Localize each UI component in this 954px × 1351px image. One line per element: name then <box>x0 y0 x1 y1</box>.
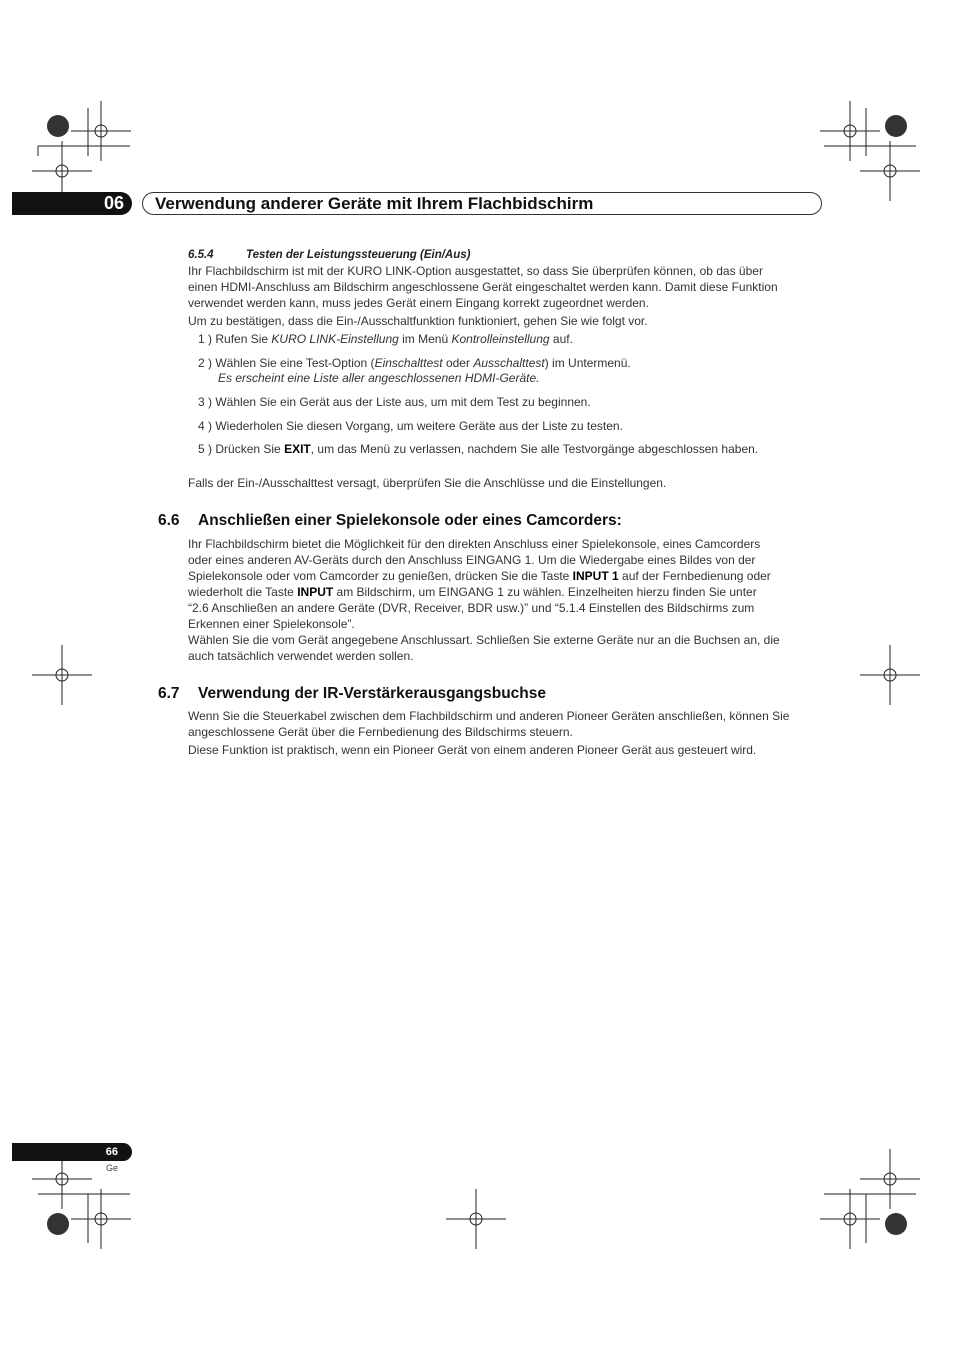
color-target-icon <box>47 1213 69 1235</box>
section-6-7-paragraph-2: Diese Funktion ist praktisch, wenn ein Pioneer Gerät von einem anderen Pioneer Gerät aus gesteuert wird. <box>188 743 757 757</box>
color-target-icon <box>885 1213 907 1235</box>
language-code: Ge <box>106 1163 119 1173</box>
step-5: 5 ) Drücken Sie EXIT, um das Menü zu verlassen, nachdem Sie alle Testvorgänge abgeschlossen haben. <box>198 442 759 456</box>
text-line: einen HDMI-Anschluss am Bildschirm angeschlossene Gerät eingeschaltet werden kann. Damit diese Funktion <box>188 280 778 294</box>
step-4: 4 ) Wiederholen Sie diesen Vorgang, um weitere Geräte aus der Liste zu testen. <box>198 419 623 433</box>
confirm-text: Um zu bestätigen, dass die Ein-/Ausschaltfunktion funktioniert, gehen Sie wie folgt vor. <box>188 314 648 328</box>
step-1: 1 ) Rufen Sie KURO LINK-Einstellung im Menü Kontrolleinstellung auf. <box>198 332 573 346</box>
step-2: 2 ) Wählen Sie eine Test-Option (Einschalttest oder Ausschalttest) im Untermenü. <box>198 356 631 370</box>
text-line: Ihr Flachbildschirm ist mit der KURO LINK-Option ausgestattet, so dass Sie überprüfen können, ob das über <box>188 264 763 278</box>
fail-text: Falls der Ein-/Ausschalttest versagt, überprüfen Sie die Anschlüsse und die Einstellungen. <box>188 476 667 490</box>
intro-paragraph <box>188 263 828 311</box>
section-6-7-paragraph: Wenn Sie die Steuerkabel zwischen dem Flachbildschirm und anderen Pioneer Geräten anschließen, können Sie angeschlossene Gerät über die Fernbedienung des Bildschirms steuern. <box>188 709 790 739</box>
text-line: verwendet werden kann, muss jedes Gerät einem Eingang korrekt zugeordnet werden. <box>188 296 649 310</box>
section-heading-6-6: 6.6 Anschließen einer Spielekonsole oder eines Camcorders: <box>158 512 622 529</box>
subsection-heading <box>188 249 471 261</box>
section-heading-6-7: 6.7 Verwendung der IR-Verstärkerausgangsbuchse <box>158 685 547 702</box>
section-6-6-paragraph: Ihr Flachbildschirm bietet die Möglichkeit für den direkten Anschluss einer Spielekonsole, eines Camcorders oder eines anderen AV-Geräts durch den Anschluss EINGANG 1. Um die Wiedergabe eines Bildes von der Spielekonsole oder vom Camcorder zu genießen, drücken Sie die Taste INPUT 1 auf der Fernbedienung oder wiederholt die Taste INPUT am Bildschirm, um EINGANG 1 zu wählen. Einzelheiten hierzu finden Sie unter “2.6 Anschließen an andere Geräte (DVR, Receiver, BDR usw.)” und “5.1.4 Einstellen des Bildschirms zum Erkennen einer Spielekonsole”. <box>188 537 771 631</box>
subsection-title: Testen der Leistungssteuerung (Ein/Aus) <box>246 249 471 261</box>
chapter-number: 06 <box>12 192 132 215</box>
page-number: 66 <box>12 1143 132 1161</box>
subsection-number: 6.5.4 <box>188 249 214 261</box>
chapter-title: Verwendung anderer Geräte mit Ihrem Flachbidschirm <box>142 192 822 215</box>
step-3: 3 ) Wählen Sie ein Gerät aus der Liste aus, um mit dem Test zu beginnen. <box>198 395 591 409</box>
color-target-icon <box>47 115 69 137</box>
section-6-6-paragraph-2: Wählen Sie die vom Gerät angegebene Anschlussart. Schließen Sie externe Geräte nur an die Buchsen an, die auch tatsächlich verwendet werden sollen. <box>188 633 780 663</box>
step-2-note: Es erscheint eine Liste aller angeschlossenen HDMI-Geräte. <box>218 371 540 385</box>
color-target-icon <box>885 115 907 137</box>
